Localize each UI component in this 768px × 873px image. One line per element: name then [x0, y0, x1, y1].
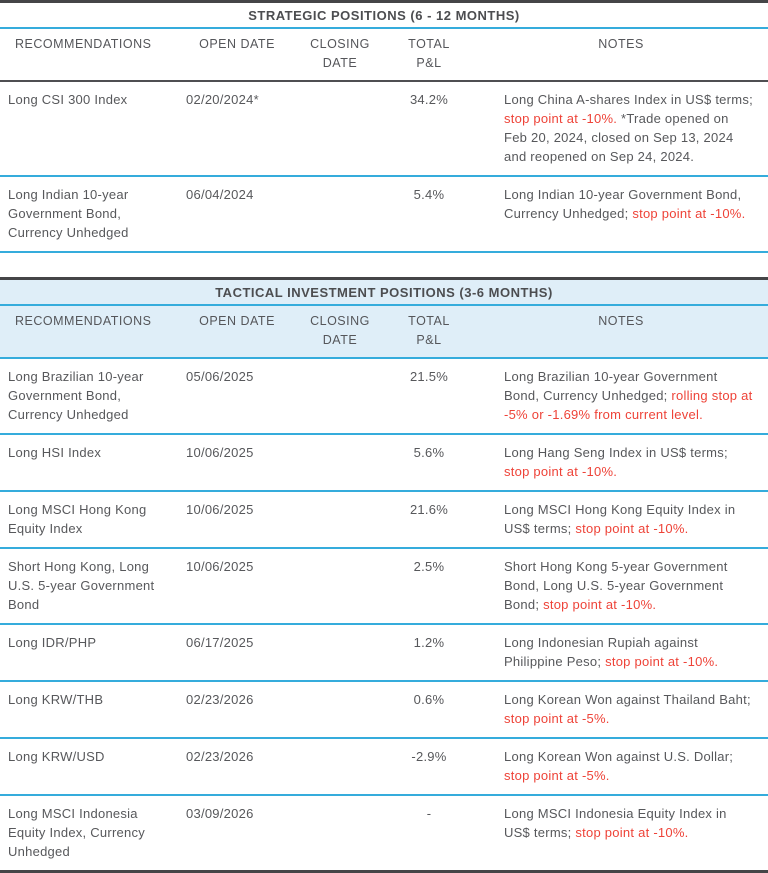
strategic-column-header-row [0, 29, 768, 82]
recommendation-cell: Long Indian 10-year Government Bond, Currency Unhedged [8, 187, 129, 240]
stop-point-note: stop point at -10%. [575, 521, 689, 536]
tactical-positions-table [0, 277, 768, 873]
total-pnl-cell: 21.5% [409, 369, 449, 384]
stop-point-note: stop point at -10%. [543, 597, 657, 612]
stop-point-note: rolling stop at -5% or -1.69% from current level. [504, 388, 753, 422]
notes-cell [474, 633, 768, 671]
note-text: Long Hang Seng Index in US$ terms; [504, 445, 728, 460]
recommendation-cell: Long MSCI Indonesia Equity Index, Currency Unhedged [8, 806, 146, 859]
total-pnl-cell: 21.6% [409, 502, 449, 517]
notes-cell [474, 557, 768, 614]
strategic-positions-table [0, 0, 768, 253]
recommendation-cell: Long IDR/PHP [8, 635, 97, 650]
note-text: Long Indonesian Rupiah against Philippine Peso; [504, 635, 698, 669]
notes-cell [474, 500, 768, 538]
note-text: Long China A-shares Index in US$ terms; [504, 92, 753, 107]
column-header-open-date: OPEN DATE [199, 37, 275, 51]
column-header-recommendations: RECOMMENDATIONS [15, 37, 152, 51]
notes-cell [474, 367, 768, 424]
column-header-notes: NOTES [598, 37, 644, 51]
note-text: Long MSCI Hong Kong Equity Index in US$ terms; [504, 502, 736, 536]
strategic-table-title: STRATEGIC POSITIONS (6 - 12 MONTHS) [0, 3, 768, 29]
table-row [0, 435, 768, 492]
column-header-recommendations: RECOMMENDATIONS [15, 314, 152, 328]
open-date-cell: 10/06/2025 [186, 559, 254, 574]
stop-point-note: stop point at -10%. [605, 654, 719, 669]
note-text: Long Korean Won against U.S. Dollar; [504, 749, 734, 764]
open-date-cell: 02/23/2026 [186, 692, 254, 707]
open-date-cell: 10/06/2025 [186, 502, 254, 517]
recommendation-cell: Long Brazilian 10-year Government Bond, Currency Unhedged [8, 369, 144, 422]
recommendation-cell: Short Hong Kong, Long U.S. 5-year Government Bond [8, 559, 155, 612]
total-pnl-cell: -2.9% [411, 749, 447, 764]
notes-cell [474, 690, 768, 728]
table-row [0, 739, 768, 796]
table-row [0, 492, 768, 549]
column-header-closing-date: CLOSING DATE [310, 314, 370, 347]
open-date-cell: 02/23/2026 [186, 749, 254, 764]
column-header-total-pnl: TOTAL P&L [408, 37, 450, 70]
table-row [0, 177, 768, 253]
table-row [0, 625, 768, 682]
tactical-column-header-row [0, 306, 768, 359]
column-header-open-date: OPEN DATE [199, 314, 275, 328]
notes-cell [474, 185, 768, 223]
stop-point-note: stop point at -5%. [504, 711, 610, 726]
stop-point-note: stop point at -10%. [575, 825, 689, 840]
stop-point-note: stop point at -10%. [632, 206, 746, 221]
notes-cell [474, 804, 768, 842]
recommendation-cell: Long KRW/THB [8, 692, 104, 707]
notes-cell [474, 443, 768, 481]
tactical-table-body [0, 359, 768, 873]
column-header-notes: NOTES [598, 314, 644, 328]
recommendation-cell: Long KRW/USD [8, 749, 105, 764]
notes-cell [474, 747, 768, 785]
table-row [0, 682, 768, 739]
recommendation-cell: Long HSI Index [8, 445, 102, 460]
recommendation-cell: Long MSCI Hong Kong Equity Index [8, 502, 147, 536]
stop-point-note: stop point at -10%. [504, 111, 618, 126]
total-pnl-cell: - [426, 806, 432, 821]
total-pnl-cell: 2.5% [413, 559, 445, 574]
column-header-total-pnl: TOTAL P&L [408, 314, 450, 347]
tactical-table-title: TACTICAL INVESTMENT POSITIONS (3-6 MONTHS) [0, 280, 768, 306]
open-date-cell: 03/09/2026 [186, 806, 254, 821]
total-pnl-cell: 34.2% [409, 92, 449, 107]
note-text: Long Korean Won against Thailand Baht; [504, 692, 751, 707]
recommendation-cell: Long CSI 300 Index [8, 92, 128, 107]
note-text: Long MSCI Indonesia Equity Index in US$ terms; [504, 806, 727, 840]
open-date-cell: 06/04/2024 [186, 187, 254, 202]
table-row [0, 796, 768, 873]
note-text: Long Indian 10-year Government Bond, Currency Unhedged; [504, 187, 742, 221]
open-date-cell: 05/06/2025 [186, 369, 254, 384]
table-row [0, 82, 768, 177]
total-pnl-cell: 0.6% [413, 692, 445, 707]
strategic-table-body [0, 82, 768, 253]
stop-point-note: stop point at -10%. [504, 464, 618, 479]
note-text: Short Hong Kong 5-year Government Bond, Long U.S. 5-year Government Bond; [504, 559, 728, 612]
total-pnl-cell: 5.4% [413, 187, 445, 202]
column-header-closing-date: CLOSING DATE [310, 37, 370, 70]
notes-cell [474, 90, 768, 166]
note-text: *Trade opened on Feb 20, 2024, closed on Sep 13, 2024 and reopened on Sep 24, 2024. [504, 111, 734, 164]
table-row [0, 359, 768, 435]
stop-point-note: stop point at -5%. [504, 768, 610, 783]
note-text: Long Brazilian 10-year Government Bond, Currency Unhedged; [504, 369, 718, 403]
total-pnl-cell: 5.6% [413, 445, 445, 460]
open-date-cell: 06/17/2025 [186, 635, 254, 650]
total-pnl-cell: 1.2% [413, 635, 445, 650]
open-date-cell: 02/20/2024* [186, 92, 259, 107]
open-date-cell: 10/06/2025 [186, 445, 254, 460]
table-row [0, 549, 768, 625]
